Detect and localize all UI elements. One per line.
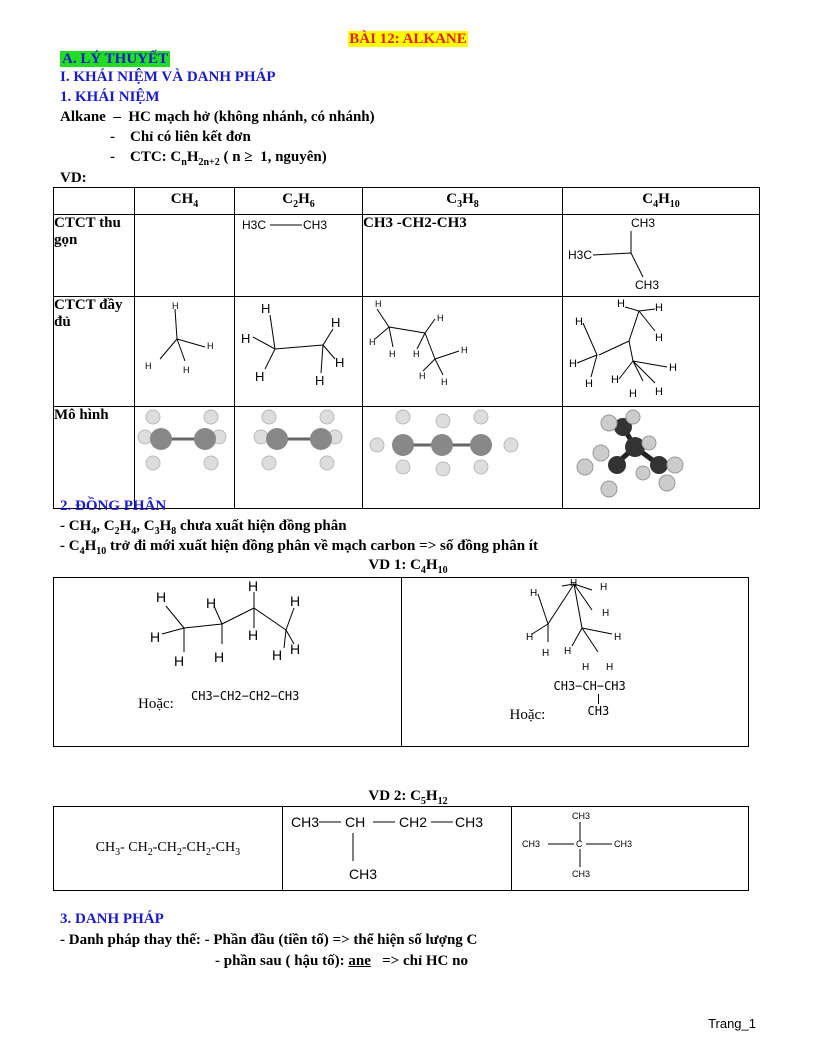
svg-text:H: H [206, 595, 217, 611]
suffix-ane: ane [348, 953, 371, 969]
vd1-title: VD 1: $C_4H_{10}$ [368, 557, 448, 576]
svg-text:CH3: CH3 [303, 218, 328, 232]
bullet-general-formula: - CTC: $C_nH_{2n+2}$ ( n ≥ 1, nguyên) [110, 149, 327, 168]
nomenclature-line-2: - phần sau ( hậu tố): ane => chỉ HC no [215, 953, 468, 969]
isobutane-branch-bond [598, 694, 599, 704]
svg-text:H: H [248, 627, 259, 643]
svg-text:H: H [255, 369, 265, 384]
svg-text:H: H [441, 377, 448, 387]
svg-text:H: H [145, 361, 152, 371]
svg-text:H: H [248, 578, 259, 594]
c4h10-model [563, 407, 760, 509]
svg-text:H: H [601, 608, 609, 619]
svg-text:H: H [207, 341, 214, 351]
svg-text:H: H [261, 301, 271, 316]
svg-text:H: H [290, 641, 301, 657]
vd2-table [53, 806, 749, 891]
svg-text:H: H [599, 582, 607, 593]
svg-text:H: H [214, 649, 225, 665]
ch4-model [135, 407, 235, 509]
svg-text:H: H [529, 588, 537, 599]
vd-label: VD: [60, 170, 87, 186]
svg-text:CH: CH [344, 814, 366, 830]
header-ch4: $CH_4$ [135, 188, 235, 215]
svg-text:CH2: CH2 [398, 814, 427, 830]
pentane-cell: $CH_3-$ $CH_2-CH_2-CH_2-CH_3$ [54, 807, 283, 891]
svg-text:H: H [605, 662, 613, 673]
svg-text:H: H [331, 315, 341, 330]
svg-text:C: C [576, 839, 583, 849]
svg-text:CH3: CH3 [454, 814, 483, 830]
c4h10-condensed [563, 215, 760, 297]
c2h6-condensed [235, 215, 363, 297]
svg-text:H3C: H3C [242, 218, 267, 232]
svg-text:H: H [290, 593, 301, 609]
svg-text:CH3: CH3 [631, 216, 656, 230]
svg-text:H: H [569, 358, 577, 370]
butane-or-label: Hoặc: [138, 696, 174, 712]
svg-text:H: H [541, 648, 549, 659]
isomer-heading: 2. ĐỒNG PHÂN [60, 498, 167, 514]
vd1-table [53, 577, 749, 747]
svg-text:H: H [581, 662, 589, 673]
svg-text:H: H [156, 589, 167, 605]
isobutane-or-label: Hoặc: [509, 707, 546, 723]
svg-text:CH3: CH3 [614, 839, 633, 849]
butane-cell [54, 578, 402, 747]
vd2-title: VD 2: $C_5H_{12}$ [368, 788, 448, 807]
nomenclature-line-1: - Danh pháp thay thế: - Phần đầu (tiền tố) => thể hiện số lượng C [60, 932, 478, 948]
c3h8-condensed: CH3 -CH2-CH3 [363, 215, 563, 297]
svg-text:H: H [655, 302, 663, 314]
row-label-model: Mô hình [54, 407, 135, 509]
isopentane-cell [282, 807, 512, 891]
isomer-line-2: - $C_4H_{10}$ trở đi mới xuất hiện đồng phân về mạch carbon => số đồng phân ít [60, 538, 538, 557]
page-number: Trang_1 [708, 1016, 756, 1031]
svg-text:H: H [575, 316, 583, 328]
definition-text: Alkane – HC mạch hở (không nhánh, có nhánh) [60, 109, 375, 125]
svg-text:CH3: CH3 [290, 814, 319, 830]
svg-text:H: H [617, 298, 625, 310]
c3h8-model [363, 407, 563, 509]
page-title: BÀI 12: ALKANE [349, 31, 467, 47]
svg-text:H: H [669, 362, 677, 374]
row-label-full: CTCT đầy đủ [54, 297, 135, 407]
svg-text:H: H [335, 355, 345, 370]
isobutane-condensed: CH3−CH−CH3 [553, 679, 626, 693]
svg-text:H: H [172, 301, 179, 311]
isobutane-cell [401, 578, 749, 747]
svg-text:H: H [369, 337, 376, 347]
row-label-condensed: CTCT thu gọn [54, 215, 135, 297]
svg-text:H: H [585, 378, 593, 390]
svg-text:H: H [611, 374, 619, 386]
svg-text:H: H [389, 349, 396, 359]
isobutane-branch: CH3 [587, 704, 610, 718]
svg-text:H: H [655, 386, 663, 398]
bullet-single-bond: - Chỉ có liên kết đơn [110, 129, 251, 145]
svg-text:H: H [569, 578, 577, 589]
svg-text:H: H [629, 388, 637, 400]
svg-text:CH3: CH3 [348, 866, 377, 882]
svg-text:H: H [525, 632, 533, 643]
svg-text:H: H [461, 345, 468, 355]
svg-text:H: H [613, 632, 621, 643]
svg-text:H3C: H3C [568, 248, 593, 262]
section-a-heading: A. LÝ THUYẾT [62, 51, 168, 67]
svg-text:H: H [272, 647, 283, 663]
c2h6-model [235, 407, 363, 509]
section-1-heading: I. KHÁI NIỆM VÀ DANH PHÁP [60, 69, 276, 85]
isomer-line-1: - $CH_4$, $C_2H_4$, $C_3H_8$ chưa xuất hiện đồng phân [60, 518, 347, 537]
header-c2h6: $C_2H_6$ [235, 188, 363, 215]
header-c4h10: $C_4H_{10}$ [563, 188, 760, 215]
svg-text:H: H [241, 331, 251, 346]
svg-text:H: H [174, 653, 185, 669]
c2h6-full-structure [235, 297, 363, 407]
svg-text:CH3: CH3 [522, 839, 541, 849]
alkane-table [53, 187, 760, 509]
ch4-full-structure [135, 297, 235, 407]
svg-text:H: H [183, 365, 190, 375]
svg-text:H: H [375, 299, 382, 309]
svg-text:CH3: CH3 [572, 811, 591, 821]
svg-text:H: H [437, 313, 444, 323]
svg-text:H: H [419, 371, 426, 381]
svg-text:CH3: CH3 [635, 278, 660, 291]
header-c3h8: $C_3H_8$ [363, 188, 563, 215]
svg-text:H: H [413, 349, 420, 359]
concept-heading: 1. KHÁI NIỆM [60, 89, 160, 105]
svg-text:H: H [315, 373, 325, 388]
svg-text:H: H [150, 629, 161, 645]
butane-condensed: CH3−CH2−CH2−CH3 [191, 689, 300, 703]
c3h8-full-structure [363, 297, 563, 407]
svg-text:H: H [563, 646, 571, 657]
svg-text:H: H [655, 332, 663, 344]
c4h10-full-structure [563, 297, 760, 407]
neopentane-cell [512, 807, 749, 891]
nomenclature-heading: 3. DANH PHÁP [60, 911, 164, 927]
svg-text:CH3: CH3 [572, 869, 591, 879]
